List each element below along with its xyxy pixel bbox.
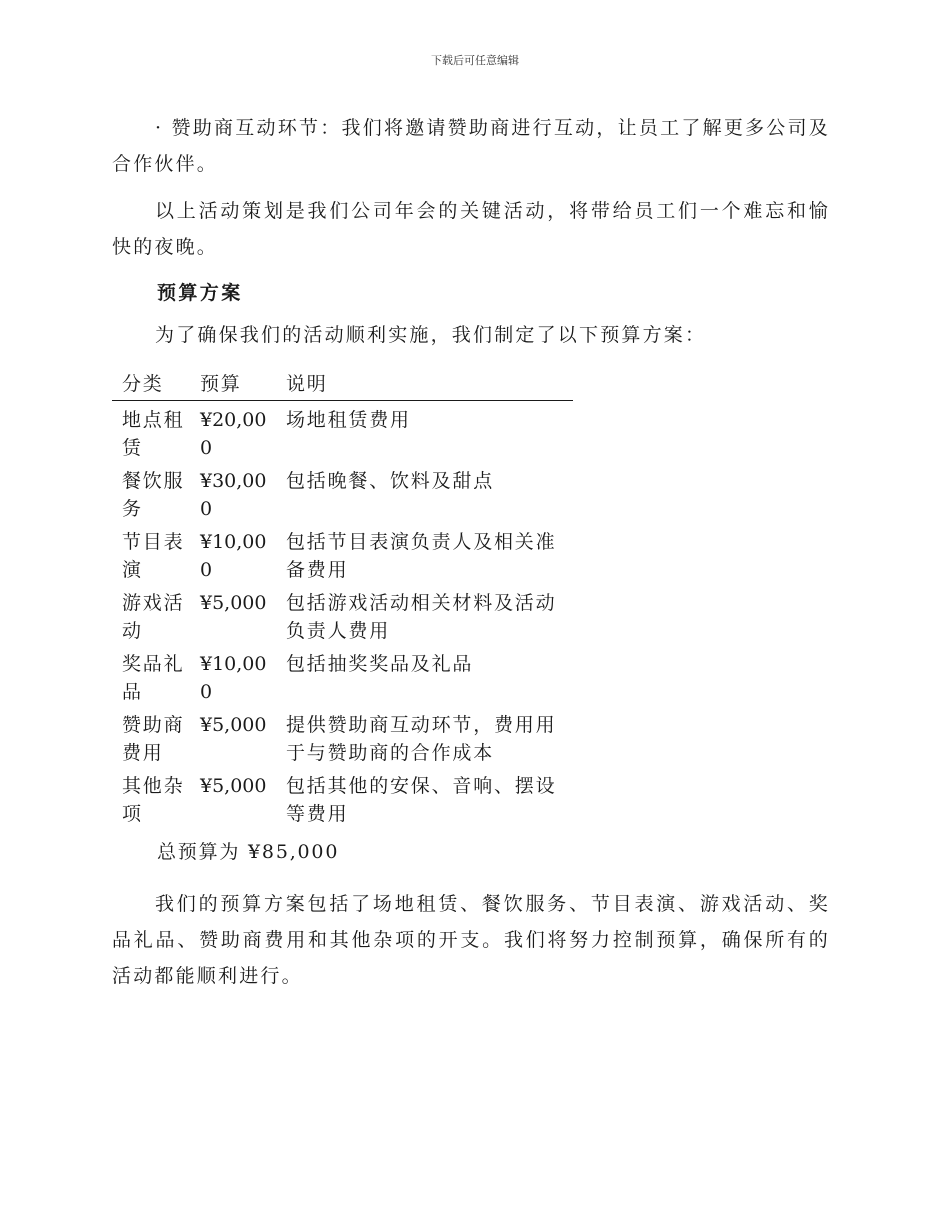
table-row [112,462,573,523]
row-description: 包括抽奖奖品及礼品 [286,653,474,675]
row-budget: ¥10,000 [200,653,267,703]
row-budget: ¥5,000 [200,714,267,736]
row-description: 场地租赁费用 [286,409,411,431]
sponsor-item-paragraph: · 赞助商互动环节：我们将邀请赞助商进行互动，让员工了解更多公司及合作伙伴。 [112,117,830,175]
row-description: 包括晚餐、饮料及甜点 [286,470,495,492]
row-category: 餐饮服务 [122,470,185,520]
row-category: 地点租赁 [122,409,185,459]
table-header-row [112,365,573,401]
budget-intro-paragraph: 为了确保我们的活动顺利实施，我们制定了以下预算方案： [155,324,707,346]
row-description: 包括游戏活动相关材料及活动负责人费用 [286,592,557,642]
total-budget: 总预算为 ¥85,000 [157,841,340,863]
row-description: 包括节目表演负责人及相关准备费用 [286,531,557,581]
table-row [112,584,573,645]
page-header: 下载后可任意编辑 [431,54,519,67]
row-budget: ¥5,000 [200,775,267,797]
header-description: 说明 [276,365,573,401]
row-budget: ¥5,000 [200,592,267,614]
budget-heading: 预算方案 [157,282,243,304]
row-category: 其他杂项 [122,775,185,825]
row-category: 奖品礼品 [122,653,185,703]
table-row [112,401,573,463]
row-description: 提供赞助商互动环节，费用用于与赞助商的合作成本 [286,714,557,764]
closing-paragraph: 我们的预算方案包括了场地租赁、餐饮服务、节目表演、游戏活动、奖品礼品、赞助商费用和其他杂项的开支。我们将努力控制预算，确保所有的活动都能顺利进行。 [112,893,830,987]
document-body [112,110,830,994]
table-row [112,767,573,828]
table-row [112,523,573,584]
header-category: 分类 [112,365,190,401]
table-row [112,706,573,767]
budget-table [112,365,573,828]
row-budget: ¥30,000 [200,470,267,520]
row-budget: ¥20,000 [200,409,267,459]
table-row [112,645,573,706]
row-category: 游戏活动 [122,592,185,642]
summary-paragraph: 以上活动策划是我们公司年会的关键活动，将带给员工们一个难忘和愉快的夜晚。 [112,200,830,258]
header-budget: 预算 [190,365,276,401]
row-category: 赞助商费用 [122,714,185,764]
row-category: 节目表演 [122,531,185,581]
row-budget: ¥10,000 [200,531,267,581]
row-description: 包括其他的安保、音响、摆设等费用 [286,775,557,825]
